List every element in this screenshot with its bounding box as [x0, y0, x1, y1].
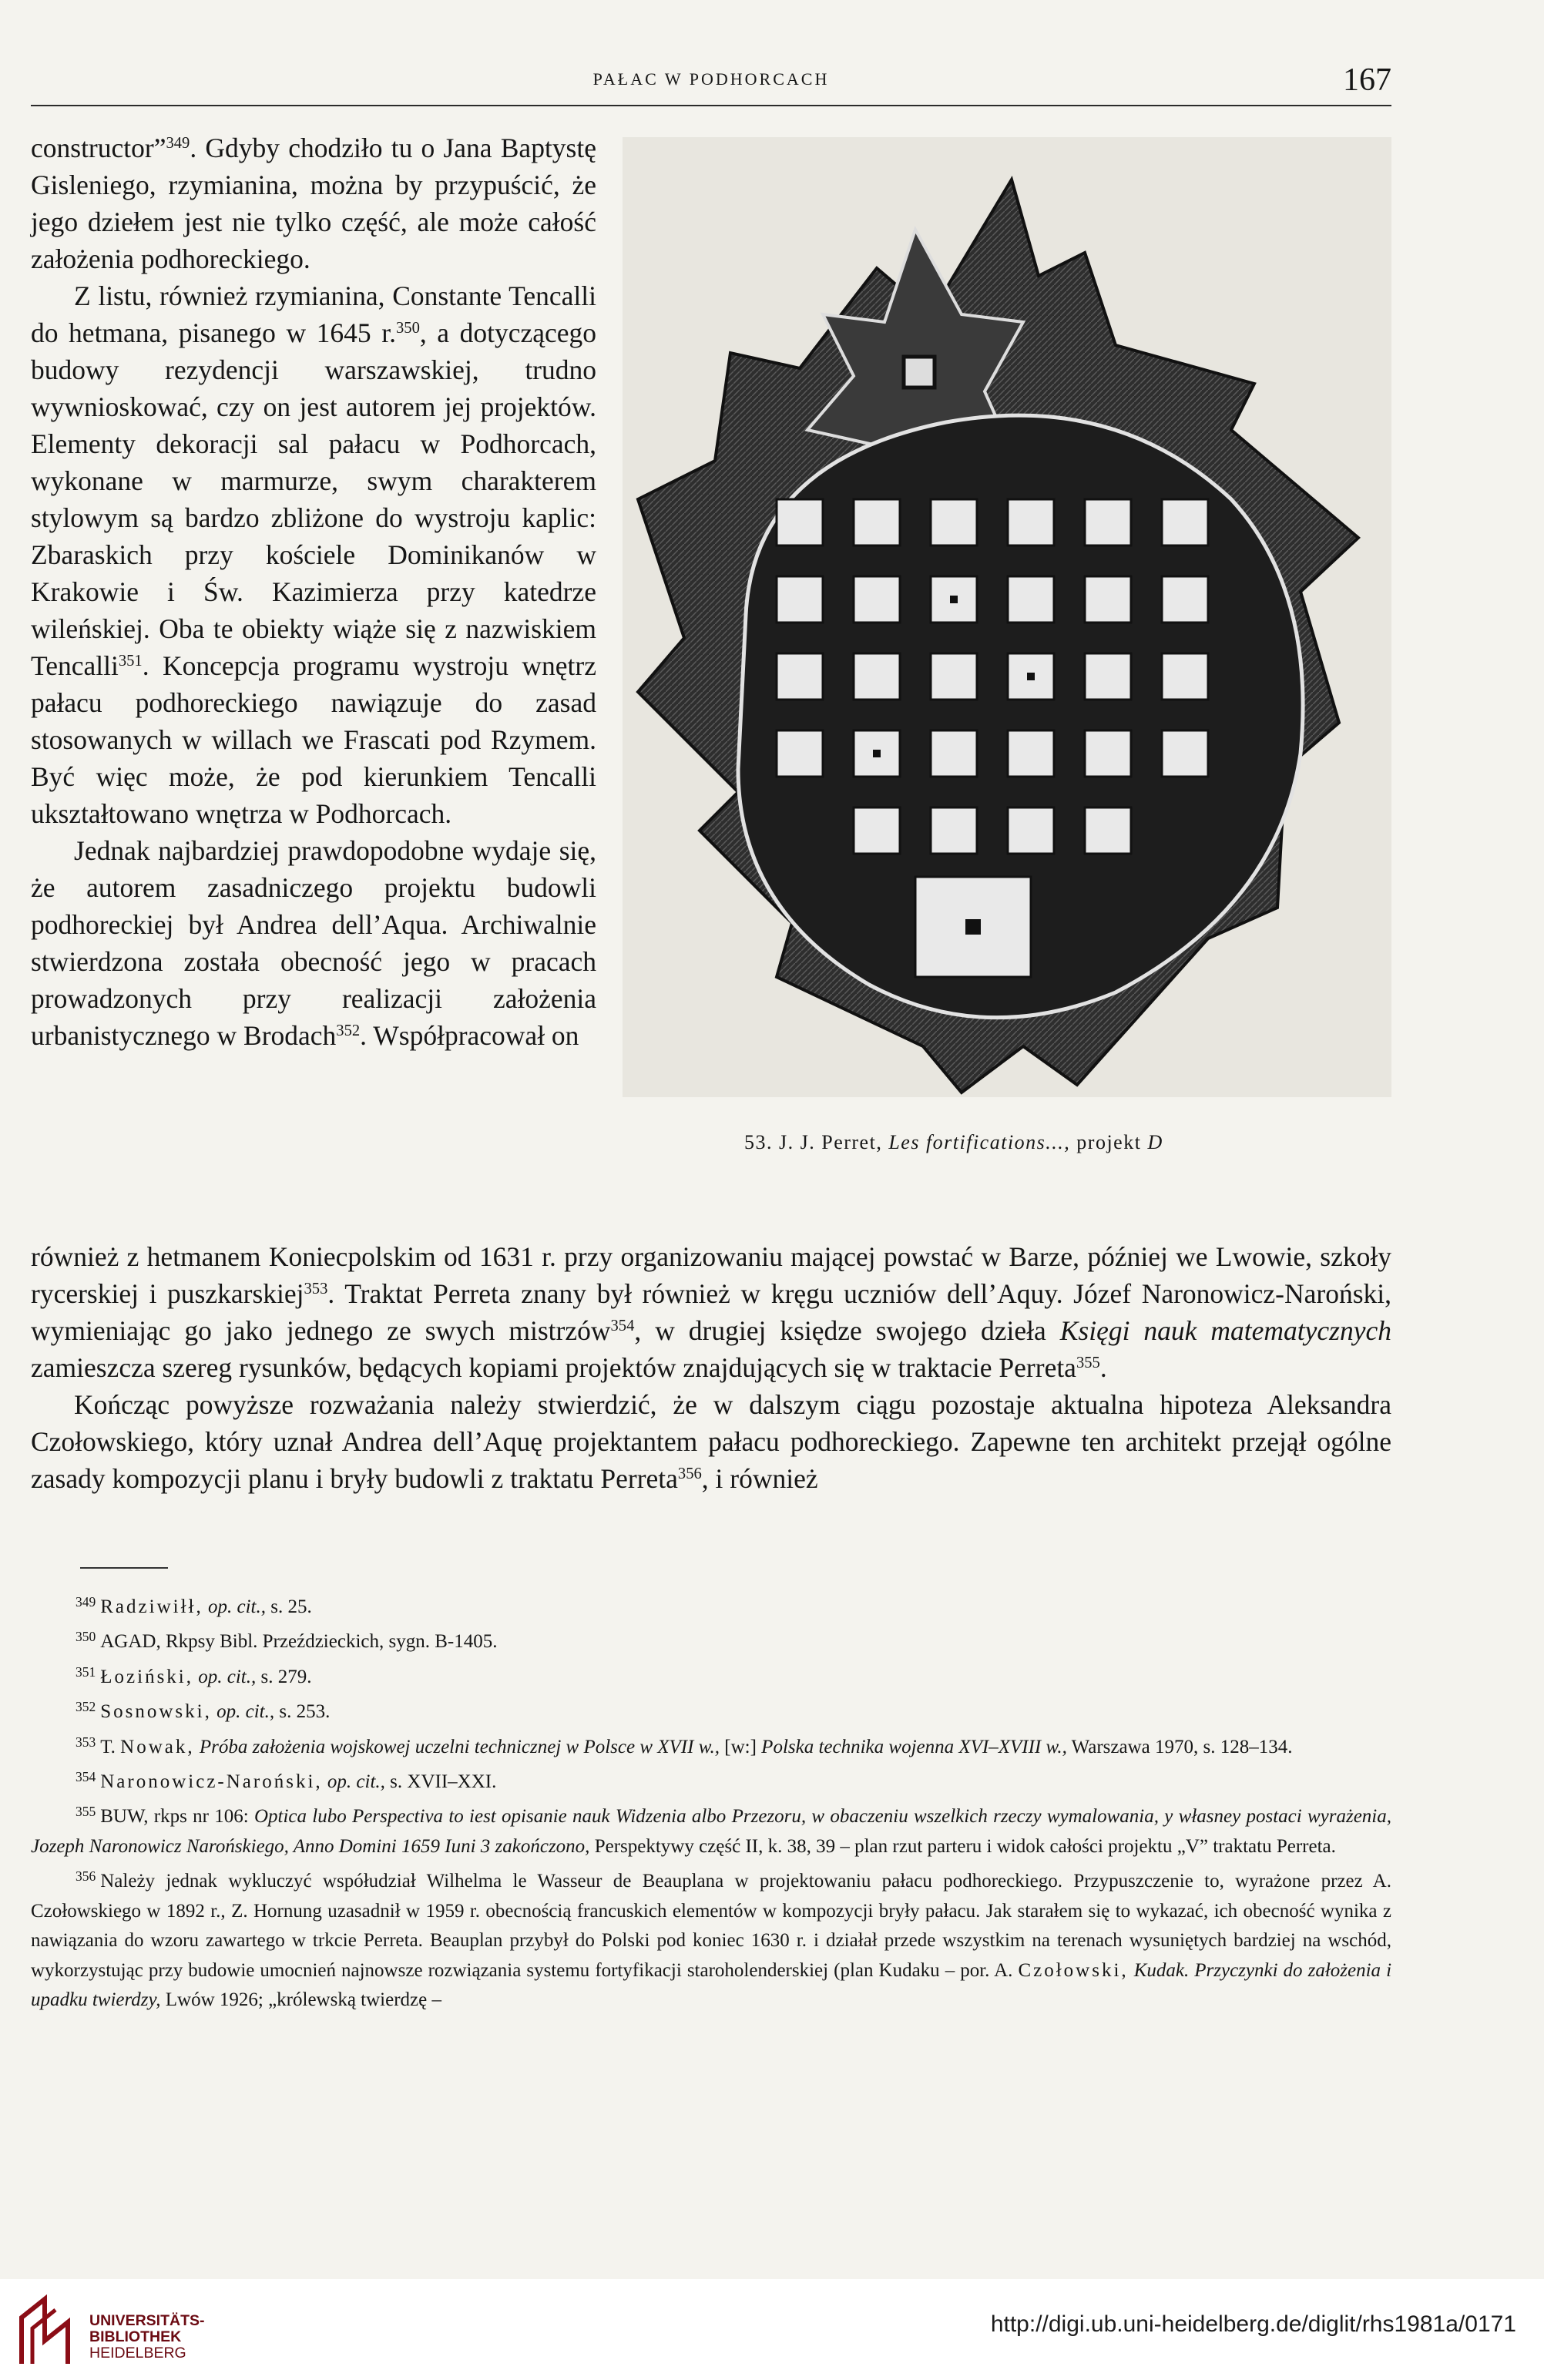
footnote-title: Polska technika wojenna: [761, 1736, 955, 1757]
caption-prefix: 53. J. J. Perret,: [744, 1131, 883, 1153]
footnote-ref-abbr: op. cit.,: [327, 1771, 385, 1792]
footnote-title: Optica lubo Perspectiva to iest opisanie nauk Widzenia albo Przezoru, w obaczeniu wszelkich rzeczy wymalowania, y własney postaci wyrażenia, Jozeph Naronowicz Narońskiego, Anno Domini 1659 Iuni 3 zakończono,: [31, 1806, 1391, 1857]
footnote-author: Sosnowski,: [100, 1701, 212, 1722]
text-run: . Koncepcja programu wystroju wnętrz pałacu podhoreckiego nawiązuje do zasad stosowanych w willach we Frascati pod Rzymem. Być więc może, że pod kierunkiem Tencalli ukształtowano wnętrza w Podhorcach.: [31, 650, 596, 829]
footnote-title: Próba założenia wojskowej uczelni technicznej w Polsce w XVII w.,: [199, 1736, 720, 1757]
footnote-number: 351: [76, 1663, 96, 1680]
footnote-356: [31, 1861, 1391, 2015]
fortress-plan-drawing: [623, 137, 1391, 1097]
footnote-355: [31, 1797, 1391, 1861]
footnote-text: [w:]: [724, 1736, 757, 1757]
paragraph: [31, 277, 596, 832]
text-run: , w drugiej księdze swojego dzieła: [634, 1315, 1046, 1346]
footnote-text: Należy jednak wykluczyć współudział Wilhelma le Wasseur de Beauplana w projektowaniu pałacu podhoreckiego. Przypuszczenie to, wyrażone przez A. Czołowskiego w 1892 r., Z. Hornung uzasadnił w 1959 r. obecnością francuskich elementów w kompozycji bryły pałacu. Jak starałem się to wykazać, ich obecność wynika z nawiązania do wzoru zawartego w trkcie Perreta. Beauplan przybył do Polski pod koniec 1630 r. i działał przede wszystkim na terenach wysuniętych bardziej na wschód, wykorzystując przy budowie umocnień najnowsze rozwiązania systemu fortyfikacji staroholenderskiej (plan Kudaku – por. A.: [31, 1871, 1391, 1981]
text-run: . Współpracował on: [360, 1020, 579, 1051]
footnote-number: 350: [76, 1629, 96, 1645]
figure-caption: [744, 1131, 1163, 1154]
paragraph: [31, 832, 596, 1054]
fortification-plan-figure: [623, 137, 1391, 1097]
library-name: [89, 2313, 205, 2362]
footnote-number: 352: [76, 1699, 96, 1715]
footnote-separator: [80, 1567, 168, 1569]
text-run: Kończąc powyższe rozważania należy stwierdzić, że w dalszym ciągu pozostaje aktualna hipoteza Aleksandra Czołowskiego, który uznał Andrea dell’Aquę projektantem pałacu podhoreckiego. Zapewne ten architekt przejął ogólne zasady kompozycji planu i bryły budowli z traktatu Perreta: [31, 1389, 1391, 1494]
footnote-author: Czołowski,: [1018, 1959, 1129, 1981]
footnote-ref[interactable]: 355: [1076, 1354, 1100, 1372]
heidelberg-library-logo[interactable]: [14, 2294, 79, 2368]
footnote-author: Radziwiłł,: [100, 1596, 203, 1617]
text-run: . Gdyby chodziło tu o Jana Baptystę Gisleniego, rzymianina, można by przypuścić, że jego dziełem jest nie tylko część, ale może całość założenia podhoreckiego.: [31, 133, 596, 274]
text-run: .: [1099, 1352, 1107, 1383]
footnotes: [31, 1587, 1391, 2016]
footnote-title: Kudak. Przyczynki do założenia i upadku twierdzy,: [31, 1959, 1392, 2010]
footnote-ref[interactable]: 352: [336, 1022, 361, 1040]
text-run: Jednak najbardziej prawdopodobne wydaje się, że autorem zasadniczego projektu budowli podhoreckiej był Andrea dell’Aqua. Archiwalnie stwierdzona została obecność jego w pracach prowadzonych przy realizacji założenia urbanistycznego w Brodach: [31, 835, 596, 1051]
library-name-line: BIBLIOTHEK: [89, 2328, 182, 2345]
footnote-number: 349: [76, 1594, 96, 1610]
paragraph: [31, 129, 596, 277]
footnote-text: AGAD, Rkpsy Bibl. Przeździeckich, sygn. B-1405.: [100, 1631, 498, 1653]
footnote-ref[interactable]: 354: [610, 1318, 635, 1335]
footnote-ref-abbr: op. cit.,: [198, 1666, 257, 1687]
footnote-text: s. XVII–XXI.: [390, 1771, 497, 1792]
citadel-keep: [904, 357, 935, 388]
caption-suffix: projekt: [1076, 1131, 1142, 1153]
footnote-ref-abbr: op. cit.,: [216, 1701, 275, 1722]
library-name-line: HEIDELBERG: [89, 2345, 186, 2362]
footnote-text: T.: [100, 1736, 116, 1757]
footnote-author: Nowak,: [120, 1736, 195, 1757]
text-run: , i również: [701, 1463, 818, 1494]
footnote-text: s. 253.: [279, 1701, 331, 1722]
book-title: Księgi nauk matematycznych: [1059, 1315, 1391, 1346]
digital-library-url[interactable]: http://digi.ub.uni-heidelberg.de/diglit/rhs1981a/0171: [990, 2311, 1516, 2337]
footnote-ref[interactable]: 349: [166, 135, 190, 153]
paragraph: [31, 1238, 1391, 1386]
footnote-text: Perspektywy część II, k. 38, 39 – plan rzut parteru i widok całości projektu „V” traktatu Perreta.: [594, 1835, 1336, 1857]
footnote-text: BUW, rkps nr 106:: [100, 1806, 249, 1828]
footnote-author: Łoziński,: [100, 1666, 193, 1687]
text-run: Z listu, również rzymianina, Constante Tencalli do hetmana, pisanego w 1645 r.: [31, 280, 596, 348]
paragraph: [31, 1386, 1391, 1497]
text-run: zamieszcza szereg rysunków, będących kopiami projektów znajdujących się w traktacie Perreta: [31, 1352, 1076, 1383]
running-title: PAŁAC W PODHORCACH: [592, 69, 830, 89]
page-header: [31, 62, 1391, 106]
footnote-354: [31, 1762, 1391, 1797]
footnote-title: XVI–XVIII w.,: [958, 1736, 1067, 1757]
page-number: 167: [1343, 62, 1391, 98]
footnote-number: 354: [76, 1768, 96, 1784]
footnote-number: 353: [76, 1734, 96, 1750]
footnote-text: s. 279.: [260, 1666, 312, 1687]
footnote-author: Naronowicz-Naroński,: [100, 1771, 323, 1792]
text-run: również z hetmanem Koniecpolskim od 1631 r. przy organizowaniu mającej powstać w Barze, później we Lwowie, szkoły rycerskiej i puszkarskiej: [31, 1241, 1391, 1309]
left-column-text: [31, 129, 596, 1054]
caption-letter: D: [1147, 1131, 1163, 1153]
footnote-353: [31, 1727, 1391, 1762]
footnote-349: [31, 1587, 1391, 1622]
text-run: . Traktat Perreta znany był również w kręgu uczniów dell’Aquy. Józef Naronowicz-Naroński, wymieniając go jako jednego ze swych mistrzów: [31, 1278, 1392, 1346]
footnote-ref[interactable]: 350: [395, 320, 420, 337]
footnote-ref[interactable]: 353: [304, 1281, 328, 1298]
footnote-350: [31, 1622, 1391, 1657]
full-width-text: [31, 1238, 1391, 1497]
footnote-351: [31, 1657, 1391, 1692]
footnote-text: Lwów 1926; „królewską twierdzę –: [165, 1989, 441, 2010]
footnote-352: [31, 1692, 1391, 1727]
footnote-number: 356: [76, 1868, 96, 1885]
text-run: , a dotyczącego budowy rezydencji warszawskiej, trudno wywnioskować, czy on jest autorem jej projektów. Elementy dekoracji sal pałacu w Podhorcach, wykonane w marmurze, swym charakterem stylowym są bardzo zbliżone do wystroju kaplic: Zbaraskich przy kościele Dominikanów w Krakowie i Św. Kazimierza przy katedrze wileńskiej. Oba te obiekty wiąże się z nazwiskiem Tencalli: [31, 317, 597, 681]
footnote-ref-abbr: op. cit.,: [207, 1596, 266, 1617]
text-run: constructor”: [31, 133, 166, 163]
footnote-number: 355: [76, 1804, 96, 1820]
caption-title: Les fortifications...,: [888, 1131, 1071, 1153]
footnote-ref[interactable]: 356: [677, 1465, 702, 1483]
footnote-ref[interactable]: 351: [118, 653, 143, 670]
footnote-text: s. 25.: [270, 1596, 312, 1617]
library-name-line: UNIVERSITÄTS-: [89, 2312, 205, 2329]
footnote-text: Warszawa 1970, s. 128–134.: [1071, 1736, 1293, 1757]
